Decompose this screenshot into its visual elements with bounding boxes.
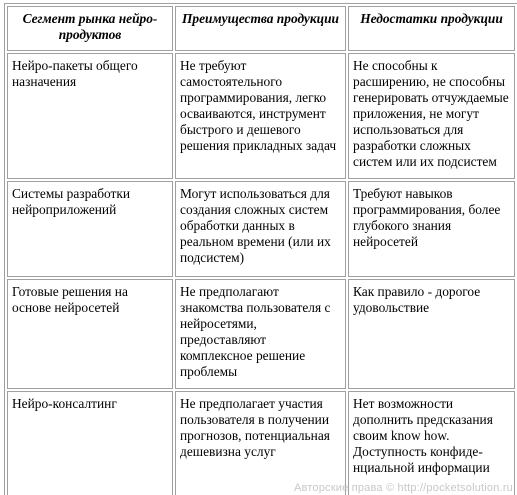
header-segment: Сегмент рынка нейро-продуктов — [7, 6, 173, 51]
table-row — [7, 391, 515, 495]
cell-disadvantages: Как правило - дорогое удовольствие — [348, 279, 515, 389]
cell-segment: Системы разработки нейроприложений — [7, 181, 173, 277]
cell-advantages: Не требуют самостоятельного программирования, легко осваиваются, инструмент быстрого и дешевого решения прикладных задач — [175, 53, 346, 179]
neuro-products-table — [4, 3, 517, 495]
cell-disadvantages: Требуют навыков программирования, более глубокого знания нейросетей — [348, 181, 515, 277]
table-row — [7, 53, 515, 179]
table-row — [7, 279, 515, 389]
cell-advantages: Могут использоваться для создания сложных систем обработки данных в реальном времени (или их подсистем) — [175, 181, 346, 277]
table-header-row — [7, 6, 515, 51]
cell-advantages: Не предполагает участия пользователя в получении прогнозов, потенциальная дешевизна услуг — [175, 391, 346, 495]
header-disadvantages: Недостатки продукции — [348, 6, 515, 51]
cell-disadvantages: Нет возможности дополнить предсказания своим know how. Доступность конфиде-нциальной информации — [348, 391, 515, 495]
cell-segment: Нейро-пакеты общего назначения — [7, 53, 173, 179]
table-row — [7, 181, 515, 277]
cell-advantages: Не предполагают знакомства пользователя с нейросетями, предоставляют комплексное решение проблемы — [175, 279, 346, 389]
cell-segment: Нейро-консалтинг — [7, 391, 173, 495]
cell-disadvantages: Не способны к расширению, не способны генерировать отчуждаемые приложения, не могут использоваться для разработки сложных систем или их подсистем — [348, 53, 515, 179]
header-advantages: Преимущества продукции — [175, 6, 346, 51]
cell-segment: Готовые решения на основе нейросетей — [7, 279, 173, 389]
copyright-watermark: Авторские права © http://pocketsolution.ru — [293, 482, 513, 494]
